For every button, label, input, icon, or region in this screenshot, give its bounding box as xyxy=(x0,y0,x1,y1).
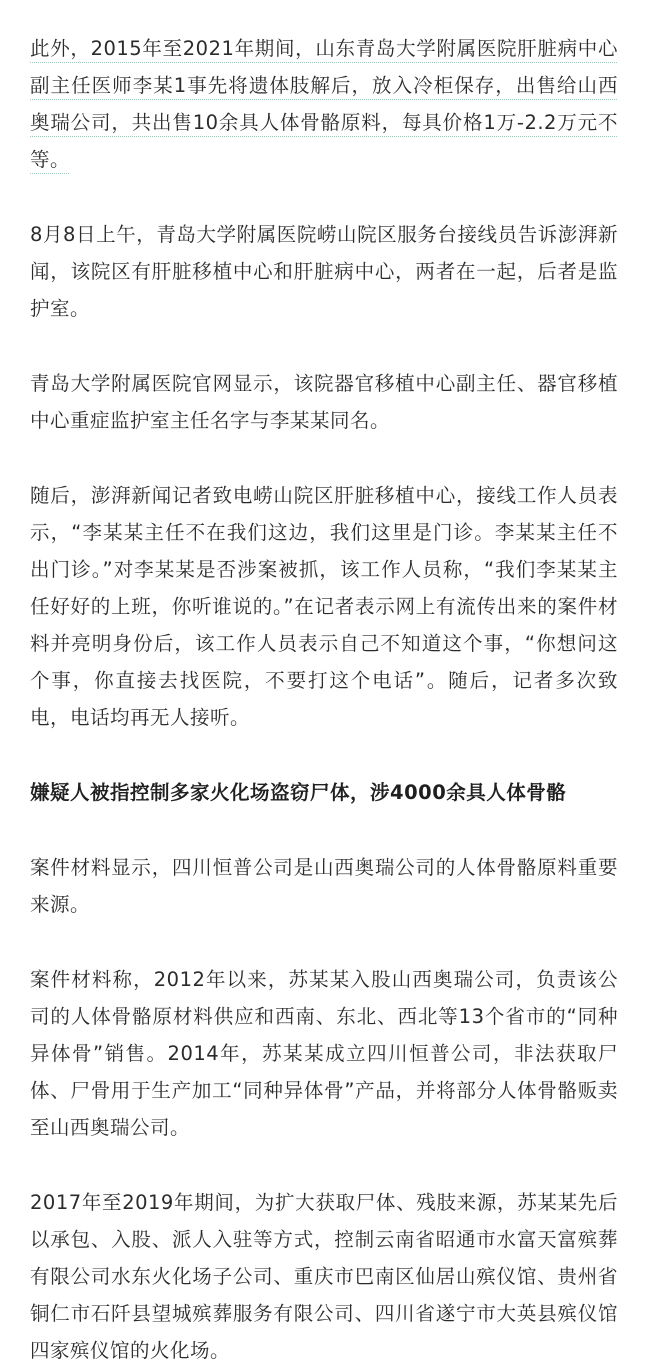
paragraph-1: 此外，2015年至2021年期间，山东青岛大学附属医院肝脏病中心副主任医师李某1事先将遗体肢解后，放入冷柜保存，出售给山西奥瑞公司，共出售10余具人体骨骼原料，每具价格1万-2.2万元不等。 xyxy=(30,37,618,171)
paragraph-7: 2017年至2019年期间，为扩大获取尸体、残肢来源，苏某某先后以承包、入股、派人入驻等方式，控制云南省昭通市水富天富殡葬有限公司水东火化场子公司、重庆市巴南区仙居山殡仪馆、贵州省铜仁市石阡县望城殡葬服务有限公司、四川省遂宁市大英县殡仪馆四家殡仪馆的火化场。 xyxy=(30,1191,618,1362)
paragraph-2: 8月8日上午，青岛大学附属医院崂山院区服务台接线员告诉澎湃新闻，该院区有肝脏移植中心和肝脏病中心，两者在一起，后者是监护室。 xyxy=(30,223,618,320)
paragraph-3: 青岛大学附属医院官网显示，该院器官移植中心副主任、器官移植中心重症监护室主任名字与李某某同名。 xyxy=(30,372,618,432)
paragraph-5: 案件材料显示，四川恒普公司是山西奥瑞公司的人体骨骼原料重要来源。 xyxy=(30,856,618,916)
section-heading: 嫌疑人被指控制多家火化场盗窃尸体，涉4000余具人体骨骼 xyxy=(30,781,567,804)
paragraph-4: 随后，澎湃新闻记者致电崂山院区肝脏移植中心，接线工作人员表示，“李某某主任不在我们这边，我们这里是门诊。李某某主任不出门诊。”对李某某是否涉案被抓，该工作人员称，“我们李某某主任好好的上班，你听谁说的。”在记者表示网上有流传出来的案件材料并亮明身份后，该工作人员表示自己不知道这个事，“你想问这个事，你直接去找医院，不要打这个电话”。随后，记者多次致电，电话均再无人接听。 xyxy=(30,484,618,729)
paragraph-6: 案件材料称，2012年以来，苏某某入股山西奥瑞公司，负责该公司的人体骨骼原材料供应和西南、东北、西北等13个省市的“同种异体骨”销售。2014年，苏某某成立四川恒普公司，非法获取尸体、尸骨用于生产加工“同种异体骨”产品，并将部分人体骨骼贩卖至山西奥瑞公司。 xyxy=(30,968,618,1139)
